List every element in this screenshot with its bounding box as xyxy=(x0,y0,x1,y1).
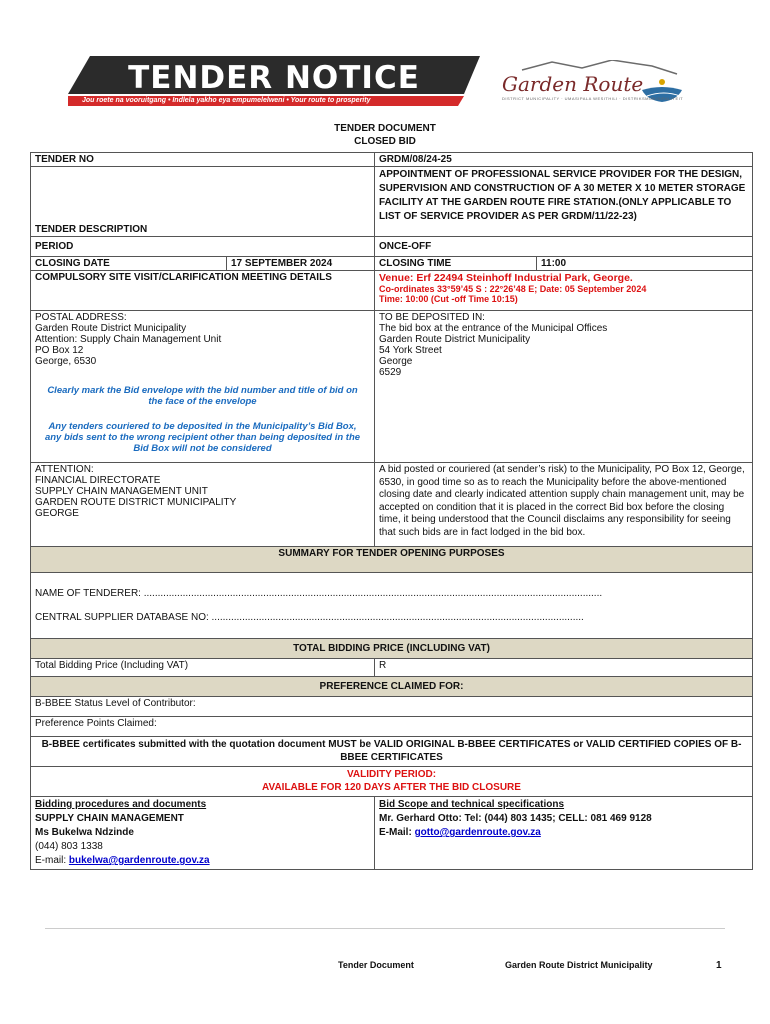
footer-divider xyxy=(45,928,725,929)
banner-title: TENDER NOTICE xyxy=(128,60,420,96)
closing-date-value: 17 SEPTEMBER 2024 xyxy=(227,257,375,271)
deposit-line: TO BE DEPOSITED IN: xyxy=(379,312,485,323)
attention-line: FINANCIAL DIRECTORATE xyxy=(35,475,161,486)
price-heading: TOTAL BIDDING PRICE (INCLUDING VAT) xyxy=(31,639,753,659)
doc-heading-line1: TENDER DOCUMENT xyxy=(334,123,436,134)
tenderer-name-field[interactable]: NAME OF TENDERER: ..................................................................................................................................................................... xyxy=(35,587,603,599)
banner-tagline: Jou roete na vooruitgang • Indlela yakho eya empumelelweni • Your route to prosperity xyxy=(82,97,371,104)
footer-doc-label: Tender Document xyxy=(338,960,414,970)
site-visit-details xyxy=(375,271,753,311)
scm-email-link[interactable]: bukelwa@gardenroute.gov.za xyxy=(68,855,210,866)
technical-contact-name: Mr. Gerhard Otto: Tel: (044) 803 1435; CELL: 081 469 9128 xyxy=(379,813,652,824)
bbbee-level-field[interactable]: B-BBEE Status Level of Contributor: xyxy=(31,697,753,717)
postal-line: PO Box 12 xyxy=(35,345,84,356)
tender-desc-value: APPOINTMENT OF PROFESSIONAL SERVICE PROVIDER FOR THE DESIGN, SUPERVISION AND CONSTRUCTION OF A 30 METER X 10 METER STORAGE FACILITY AT THE GARDEN ROUTE FIRE STATION.(ONLY APPLICABLE TO LIST OF SERVICE PROVIDER AS PER GRDM/11/22-23) xyxy=(375,167,753,237)
technical-contact-heading: Bid Scope and technical specifications xyxy=(379,799,565,810)
deposit-line: George xyxy=(379,356,413,367)
tender-no-label: TENDER NO xyxy=(31,153,375,167)
attention-cell xyxy=(31,463,375,547)
validity-label: VALIDITY PERIOD: xyxy=(346,769,437,780)
scm-email-label: E-mail: xyxy=(35,855,69,866)
deposit-cell xyxy=(375,311,753,463)
site-visit-venue: Venue: Erf 22494 Steinhoff Industrial Park, George. xyxy=(379,272,633,284)
scm-dept: SUPPLY CHAIN MANAGEMENT xyxy=(35,813,184,824)
tender-table xyxy=(30,152,753,870)
closing-time-value: 11:00 xyxy=(537,257,753,271)
technical-contact-cell xyxy=(375,797,753,870)
technical-email-link[interactable]: gotto@gardenroute.gov.za xyxy=(414,827,541,838)
page-number: 1 xyxy=(716,960,722,971)
scm-contact-heading: Bidding procedures and documents xyxy=(35,799,207,810)
deposit-line: Garden Route District Municipality xyxy=(379,334,531,345)
attention-line: ATTENTION: xyxy=(35,464,94,475)
deposit-line: The bid box at the entrance of the Municipal Offices xyxy=(379,323,608,334)
period-label: PERIOD xyxy=(31,237,375,257)
deposit-line: 54 York Street xyxy=(379,345,442,356)
courier-note: Any tenders couriered to be deposited in the Municipality’s Bid Box, any bids sent to the wrong recipient other than being deposited in the Bid Box will not be considered xyxy=(44,421,361,454)
envelope-note: Clearly mark the Bid envelope with the bid number and title of bid on the face of the envelope xyxy=(47,385,358,407)
tenderer-details-cell xyxy=(31,573,753,639)
validity-period: AVAILABLE FOR 120 DAYS AFTER THE BID CLOSURE xyxy=(262,782,521,793)
tender-notice-banner xyxy=(68,56,480,106)
period-value: ONCE-OFF xyxy=(375,237,753,257)
attention-line: GARDEN ROUTE DISTRICT MUNICIPALITY xyxy=(35,497,237,508)
postal-address-cell xyxy=(31,311,375,463)
doc-heading-line2: CLOSED BID xyxy=(354,136,416,147)
csd-number-field[interactable]: CENTRAL SUPPLIER DATABASE NO: ...................................................................................................................................... xyxy=(35,611,584,623)
validity-cell xyxy=(31,767,753,797)
garden-route-logo xyxy=(492,60,692,106)
deposit-line: 6529 xyxy=(379,367,402,378)
postal-line: Attention: Supply Chain Management Unit xyxy=(35,334,222,345)
postal-line: POSTAL ADDRESS: xyxy=(35,312,127,323)
technical-email-label: E-Mail: xyxy=(379,827,415,838)
tender-desc-label: TENDER DESCRIPTION xyxy=(31,167,375,237)
scm-contact-cell xyxy=(31,797,375,870)
scm-phone: (044) 803 1338 xyxy=(35,841,103,852)
technical-email-row xyxy=(379,826,748,840)
logo-name: Garden Route xyxy=(502,72,644,96)
preference-heading: PREFERENCE CLAIMED FOR: xyxy=(31,677,753,697)
postal-line: Garden Route District Municipality xyxy=(35,323,187,334)
closing-date-label: CLOSING DATE xyxy=(31,257,227,271)
site-visit-label: COMPULSORY SITE VISIT/CLARIFICATION MEETING DETAILS xyxy=(31,271,375,311)
bbbee-certificate-note: B-BBEE certificates submitted with the quotation document MUST be VALID ORIGINAL B-BBEE CERTIFICATES or VALID CERTIFIED COPIES OF B-BBEE CERTIFICATES xyxy=(31,737,753,767)
attention-line: GEORGE xyxy=(35,508,79,519)
site-visit-time: Time: 10:00 (Cut -off Time 10:15) xyxy=(379,294,518,304)
site-visit-coords: Co-ordinates 33°59’45 S : 22°26’48 E; Date: 05 September 2024 xyxy=(379,284,647,294)
footer-municipality: Garden Route District Municipality xyxy=(505,960,653,970)
scm-contact-name: Ms Bukelwa Ndzinde xyxy=(35,827,134,838)
price-label: Total Bidding Price (Including VAT) xyxy=(31,659,375,677)
postal-line: George, 6530 xyxy=(35,356,97,367)
attention-line: SUPPLY CHAIN MANAGEMENT UNIT xyxy=(35,486,208,497)
price-value-field[interactable]: R xyxy=(375,659,753,677)
tender-no-value: GRDM/08/24-25 xyxy=(375,153,753,167)
bid-posting-text: A bid posted or couriered (at sender’s risk) to the Municipality, PO Box 12, George, 6530, in good time so as to reach the Municipality before the above-mentioned closing date and clearly indicated attention supply chain management unit, may be accepted on condition that it is placed in the correct Bid box before the closing time, it being understood that the Council disclaims any responsibility for seeing that such bids are in fact lodged in the bid box. xyxy=(375,463,753,547)
closing-time-label: CLOSING TIME xyxy=(375,257,537,271)
preference-points-field[interactable]: Preference Points Claimed: xyxy=(31,717,753,737)
scm-email-row xyxy=(35,854,370,868)
logo-subtitle: DISTRICT MUNICIPALITY · UMASIPALA WESITHILI · DISTRIKSMUNISIPALITEIT xyxy=(502,96,684,101)
summary-heading: SUMMARY FOR TENDER OPENING PURPOSES xyxy=(31,547,753,573)
